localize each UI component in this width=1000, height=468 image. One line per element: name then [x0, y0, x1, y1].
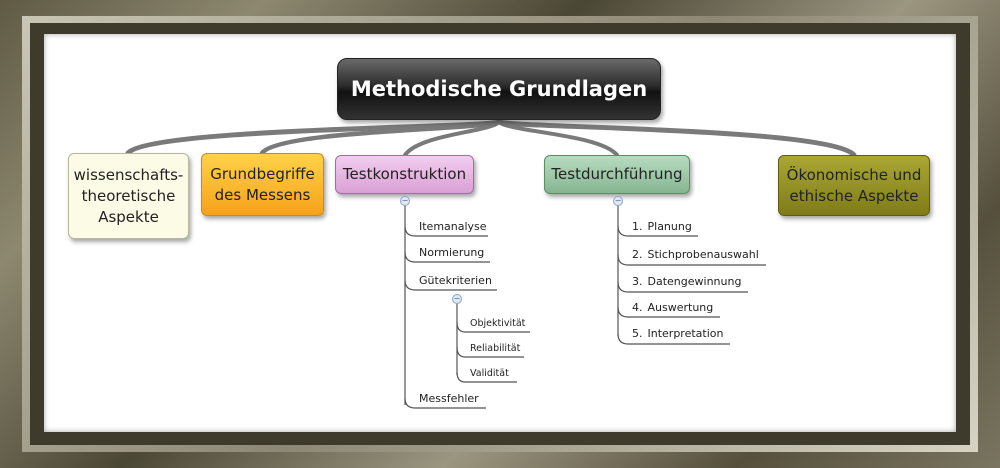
branch-label-line: Testdurchführung	[551, 165, 683, 183]
step-label: Stichprobenauswahl	[647, 248, 759, 261]
branch-oekonomische-und-ethische-aspekte[interactable]	[778, 155, 930, 216]
branch-testdurchfuehrung[interactable]	[544, 155, 690, 194]
collapse-toggle-testkonstruktion[interactable]: −	[401, 196, 409, 205]
branch-label-line: ethische Aspekte	[789, 186, 919, 205]
step-number: 2.	[632, 248, 643, 261]
root-label: Methodische Grundlagen	[350, 76, 648, 101]
branch-label-line: theoretische	[81, 186, 176, 205]
step-number: 3.	[632, 275, 643, 288]
topic-normierung[interactable]: Normierung	[419, 246, 485, 259]
topic-validitaet[interactable]: Validität	[470, 368, 509, 379]
branch-label-line: wissenschafts-	[73, 165, 184, 184]
branch-grundbegriffe-des-messens[interactable]	[201, 153, 324, 216]
topic-planung[interactable]	[632, 220, 692, 233]
branch-wissenschaftstheoretische-aspekte[interactable]	[68, 153, 189, 239]
step-number: 1.	[632, 220, 643, 233]
step-number: 4.	[632, 301, 643, 314]
branch-label-line: des Messens	[214, 185, 311, 204]
collapse-toggle-testdurchfuehrung[interactable]: −	[614, 196, 622, 205]
branch-label-line: Grundbegriffe	[210, 164, 315, 183]
topic-objektivitaet[interactable]: Objektivität	[470, 318, 526, 329]
branch-label-line: Testkonstruktion	[342, 165, 467, 183]
branch-label-line: Ökonomische und	[786, 165, 922, 184]
step-label: Planung	[647, 220, 692, 233]
step-label: Datengewinnung	[647, 275, 742, 288]
connector-to-oekonomisch	[499, 122, 854, 155]
topic-stichprobenauswahl[interactable]	[632, 248, 759, 261]
topic-guetekriterien[interactable]: Gütekriterien	[419, 274, 492, 287]
branch-testkonstruktion[interactable]	[335, 155, 474, 194]
topic-auswertung[interactable]	[632, 301, 713, 314]
branch-label-line: Aspekte	[98, 207, 159, 226]
topic-reliabilitaet[interactable]: Reliabilität	[470, 343, 521, 354]
topic-datengewinnung[interactable]	[632, 275, 741, 288]
step-label: Interpretation	[647, 327, 724, 340]
topic-itemanalyse[interactable]: Itemanalyse	[419, 220, 487, 233]
collapse-toggle-guetekriterien[interactable]: −	[453, 294, 461, 303]
step-number: 5.	[632, 327, 643, 340]
topic-messfehler[interactable]: Messfehler	[419, 392, 479, 405]
root-node[interactable]	[337, 58, 661, 120]
step-label: Auswertung	[647, 301, 714, 314]
topic-interpretation[interactable]	[632, 327, 723, 340]
